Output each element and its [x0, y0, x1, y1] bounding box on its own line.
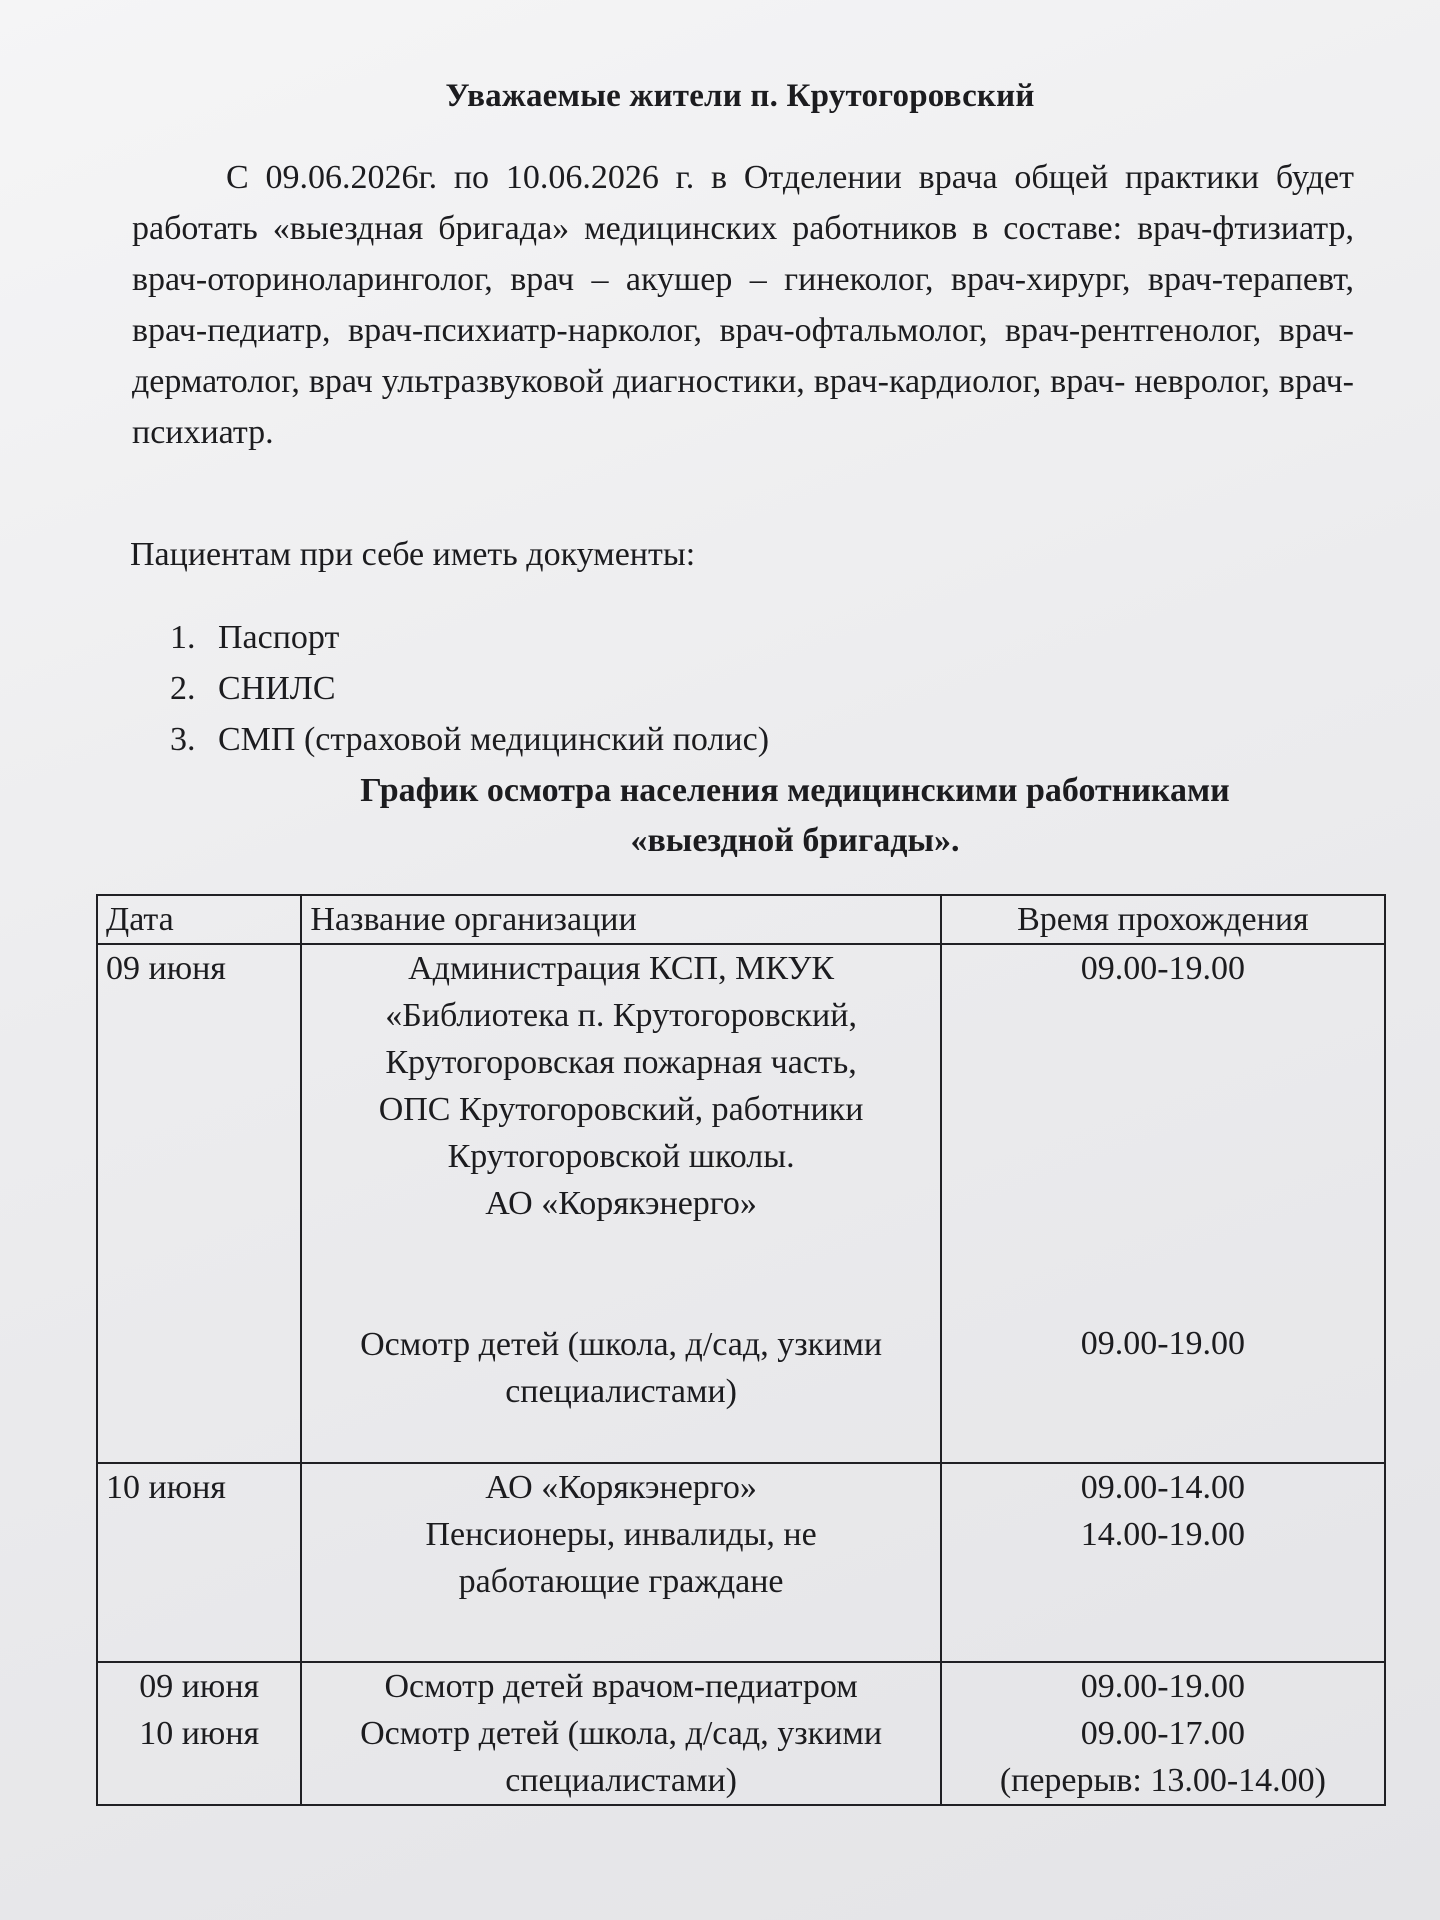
org-line: специалистами) — [505, 1373, 737, 1410]
header-date: Дата — [97, 895, 301, 944]
org-cell — [301, 1463, 940, 1662]
org-line: ОПС Крутогоровский, работники — [378, 1091, 864, 1128]
org-line: «Библиотека п. Крутогоровский, — [385, 997, 857, 1034]
list-item — [170, 663, 769, 714]
time-text: 09.00-19.00 — [1080, 1325, 1246, 1362]
org-line: специалистами) — [505, 1762, 737, 1799]
schedule-title — [0, 766, 1440, 866]
documents-heading: Пациентам при себе иметь документы: — [130, 536, 696, 573]
date-cell — [97, 1463, 301, 1662]
table-row — [97, 1662, 1385, 1805]
schedule-table — [96, 894, 1386, 1806]
header-time: Время прохождения — [941, 895, 1385, 944]
list-item-number: 3. — [170, 721, 196, 758]
spacer — [310, 1227, 931, 1321]
list-item-label: Паспорт — [218, 619, 340, 656]
list-item — [170, 612, 769, 663]
time-text: 09.00-19.00 — [1080, 1668, 1246, 1705]
notice-title: Уважаемые жители п. Крутогоровский — [445, 78, 1035, 114]
org-line: Осмотр детей (школа, д/сад, узкими — [360, 1326, 883, 1363]
org-line: АО «Корякэнерго» — [485, 1185, 757, 1222]
date-cell — [97, 944, 301, 1463]
time-cell — [941, 944, 1385, 1463]
org-line: работающие граждане — [458, 1563, 784, 1600]
intro-paragraph: С 09.06.2026г. по 10.06.2026 г. в Отделении врача общей практики будет работать «выездная бригада» медицинских работников в составе: врач-фтизиатр, врач-оториноларинголог, врач – акушер – гинеколог, врач-хирург, врач-терапевт, врач-педиатр, врач-психиатр-нарколог, врач-офтальмолог, врач-рентгенолог, врач-дерматолог, врач ультразвуковой диагностики, врач-кардиолог, врач- невролог, врач-психиатр. — [132, 159, 1354, 451]
time-text: 09.00-17.00 — [1080, 1715, 1246, 1752]
org-line: Осмотр детей (школа, д/сад, узкими — [360, 1715, 883, 1752]
org-line: Крутогоровская пожарная часть, — [385, 1044, 857, 1081]
spacer — [950, 992, 1376, 1320]
list-item-number: 2. — [170, 670, 196, 707]
org-line: Крутогоровской школы. — [447, 1138, 795, 1175]
table-header-row — [97, 895, 1385, 944]
date-text: 10 июня — [139, 1715, 260, 1752]
org-line: Администрация КСП, МКУК — [408, 950, 835, 987]
time-text: 09.00-19.00 — [1080, 950, 1246, 987]
time-text: 09.00-14.00 — [1080, 1469, 1246, 1506]
date-text: 09 июня — [139, 1668, 260, 1705]
date-cell — [97, 1662, 301, 1805]
time-text: (перерыв: 13.00-14.00) — [999, 1762, 1326, 1799]
documents-list — [170, 612, 769, 765]
table-row — [97, 1463, 1385, 1662]
header-org: Название организации — [301, 895, 940, 944]
org-line: АО «Корякэнерго» — [485, 1469, 757, 1506]
schedule-title-line: «выездной бригады». — [630, 822, 960, 859]
schedule-title-line: График осмотра населения медицинскими работниками — [360, 772, 1230, 809]
org-line: Пенсионеры, инвалиды, не — [425, 1516, 817, 1553]
time-cell — [941, 1662, 1385, 1805]
time-cell — [941, 1463, 1385, 1662]
date-text: 10 июня — [106, 1469, 226, 1506]
org-line: Осмотр детей врачом-педиатром — [384, 1668, 858, 1705]
list-item — [170, 714, 769, 765]
list-item-label: СНИЛС — [218, 670, 336, 707]
date-text: 09 июня — [106, 950, 226, 987]
org-cell — [301, 944, 940, 1463]
table-row — [97, 944, 1385, 1463]
list-item-number: 1. — [170, 619, 196, 656]
org-cell — [301, 1662, 940, 1805]
time-text: 14.00-19.00 — [1080, 1516, 1246, 1553]
list-item-label: СМП (страховой медицинский полис) — [218, 721, 770, 758]
